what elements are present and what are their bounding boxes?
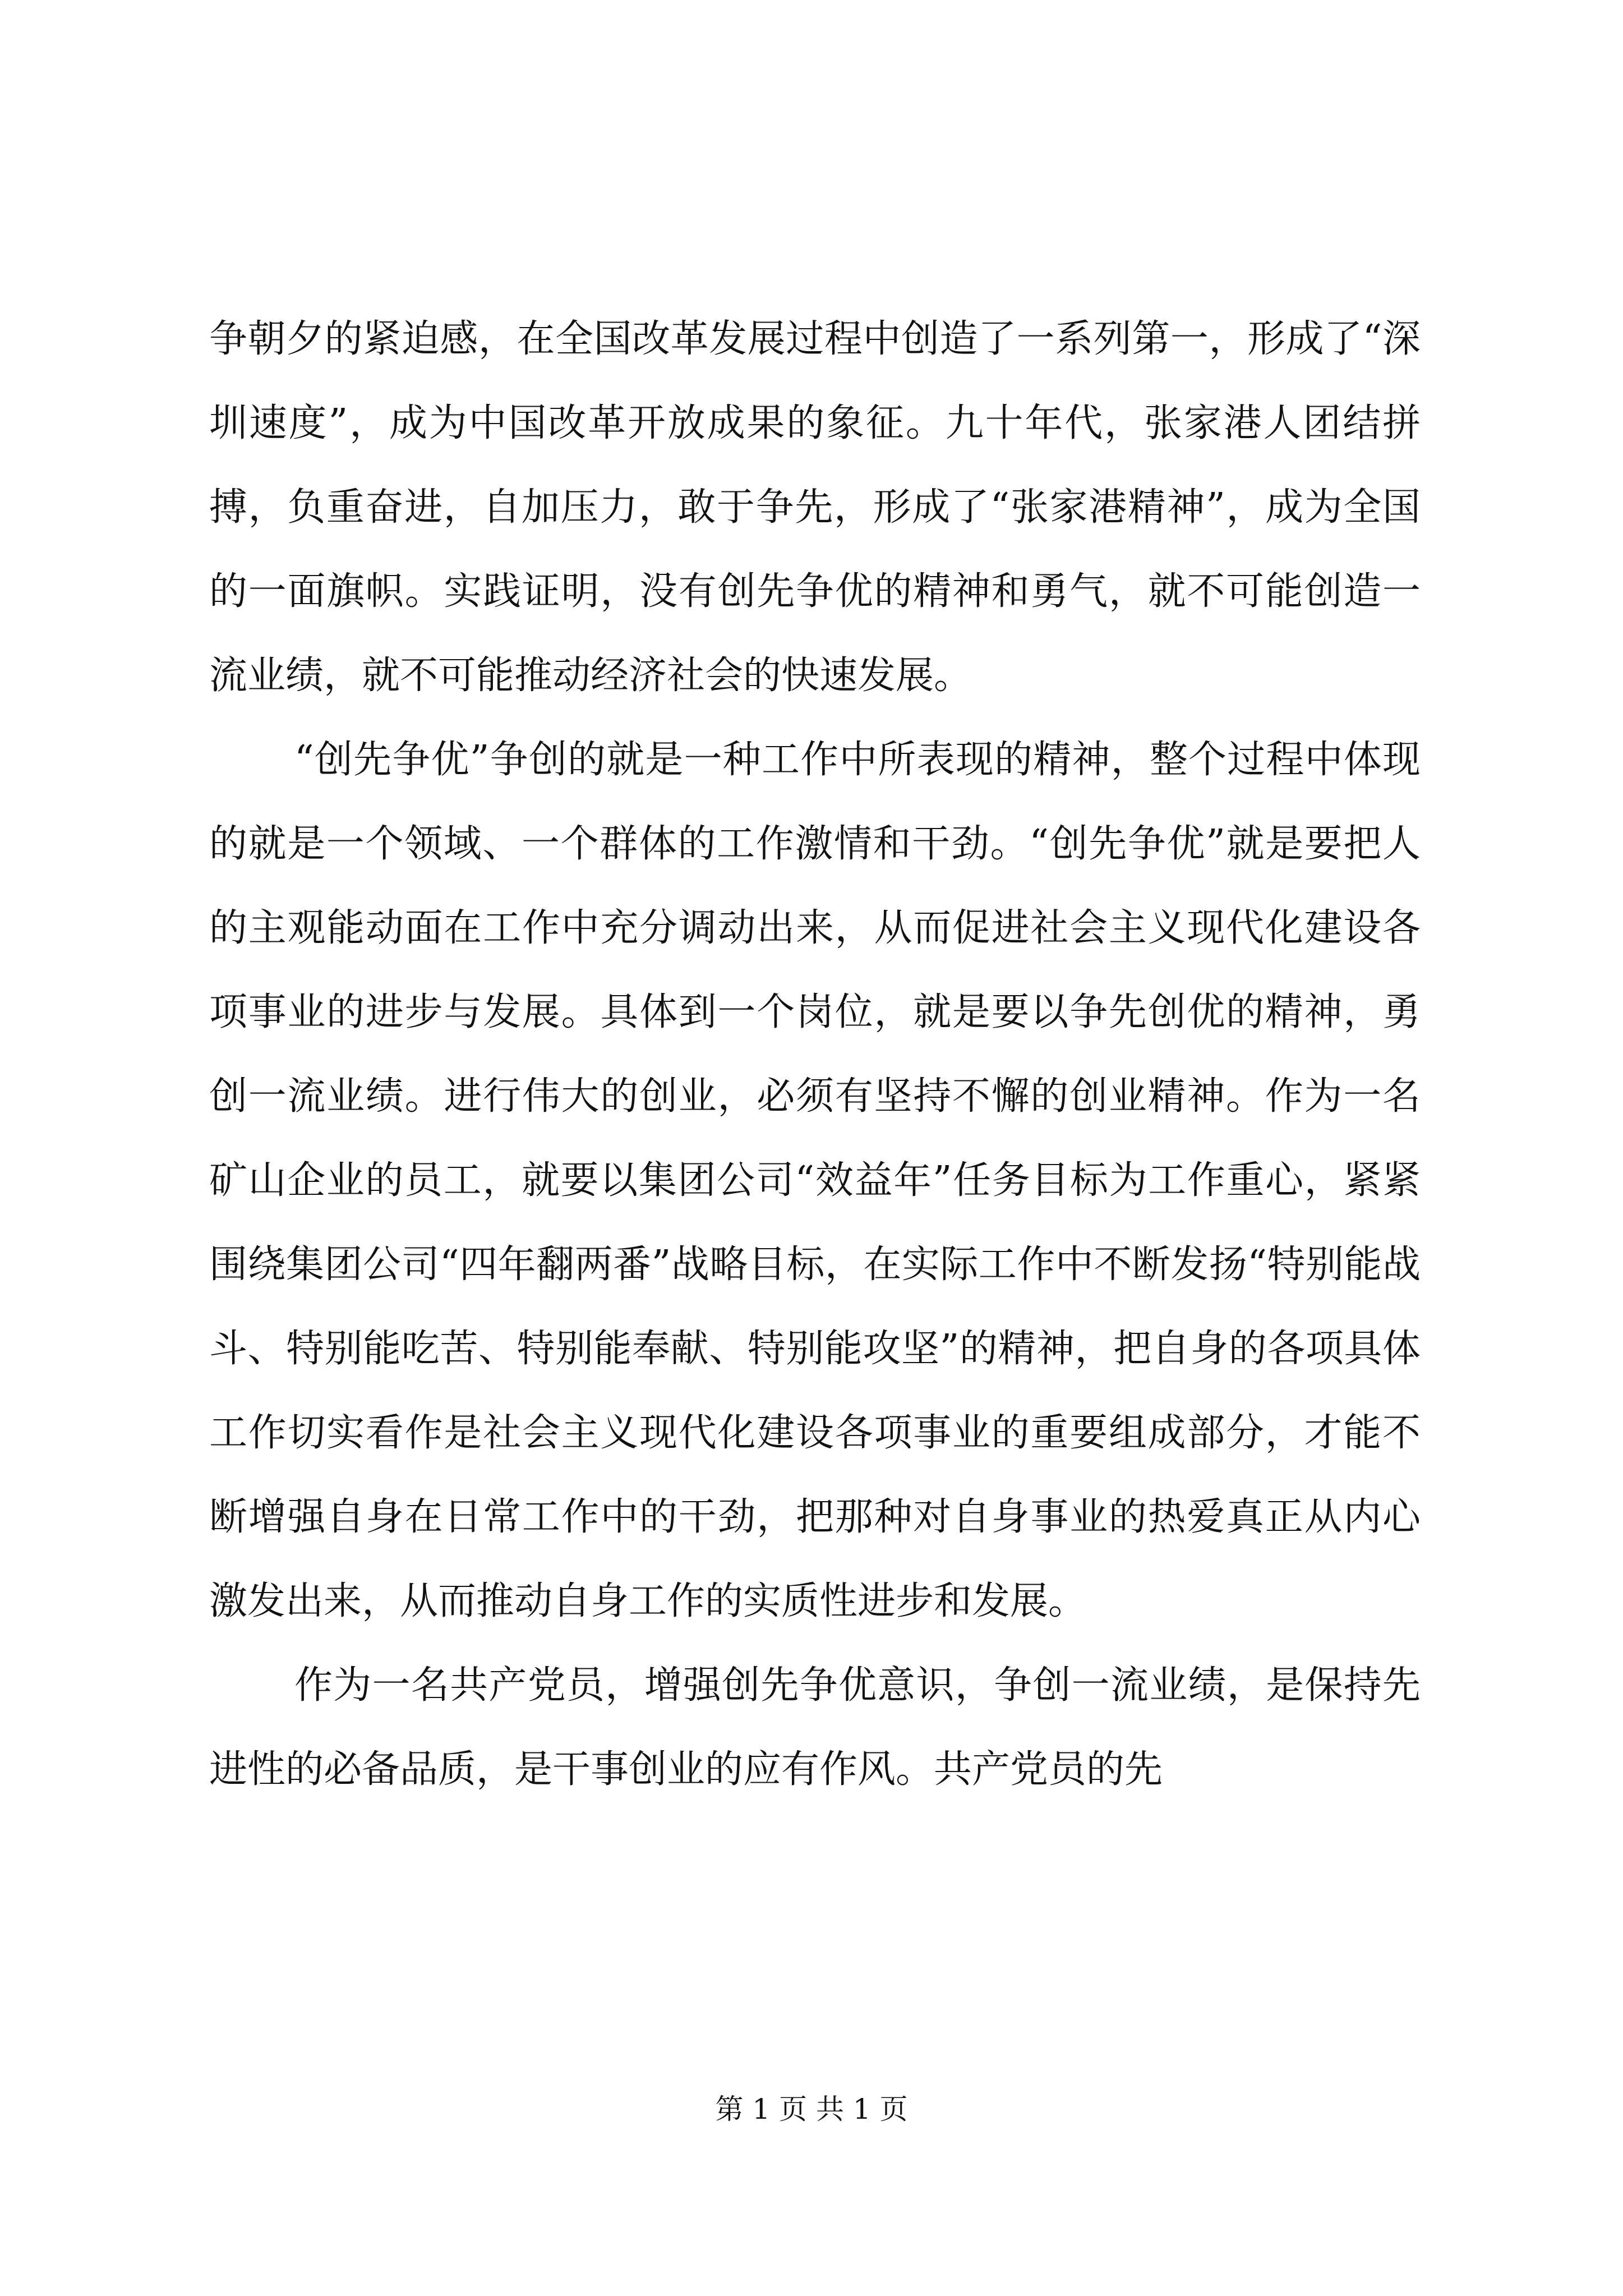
page-number-label: 第 1 页 共 1 页 — [715, 2093, 908, 2125]
paragraph-3: 作为一名共产党员，增强创先争优意识，争创一流业绩，是保持先进性的必备品质，是干事创业的应有作风。共产党员的先 — [209, 1663, 1421, 1792]
document-body — [209, 297, 1421, 1812]
page-footer — [0, 2090, 1623, 2129]
paragraph-1: 争朝夕的紧迫感，在全国改革发展过程中创造了一系列第一，形成了“深圳速度”，成为中国改革开放成果的象征。九十年代，张家港人团结拼搏，负重奋进，自加压力，敢于争先，形成了“张家港精神”，成为全国的一面旗帜。实践证明，没有创先争优的精神和勇气，就不可能创造一流业绩，就不可能推动经济社会的快速发展。 — [209, 317, 1421, 698]
paragraph-2: “创先争优”争创的就是一种工作中所表现的精神，整个过程中体现的就是一个领域、一个群体的工作激情和干劲。“创先争优”就是要把人的主观能动面在工作中充分调动出来，从而促进社会主义现代化建设各项事业的进步与发展。具体到一个岗位，就是要以争先创优的精神，勇创一流业绩。进行伟大的创业，必须有坚持不懈的创业精神。作为一名矿山企业的员工，就要以集团公司“效益年”任务目标为工作重心，紧紧围绕集团公司“四年翻两番”战略目标，在实际工作中不断发扬“特别能战斗、特别能吃苦、特别能奉献、特别能攻坚”的精神，把自身的各项具体工作切实看作是社会主义现代化建设各项事业的重要组成部分，才能不断增强自身在日常工作中的干劲，把那种对自身事业的热爱真正从内心激发出来，从而推动自身工作的实质性进步和发展。 — [209, 738, 1421, 1623]
